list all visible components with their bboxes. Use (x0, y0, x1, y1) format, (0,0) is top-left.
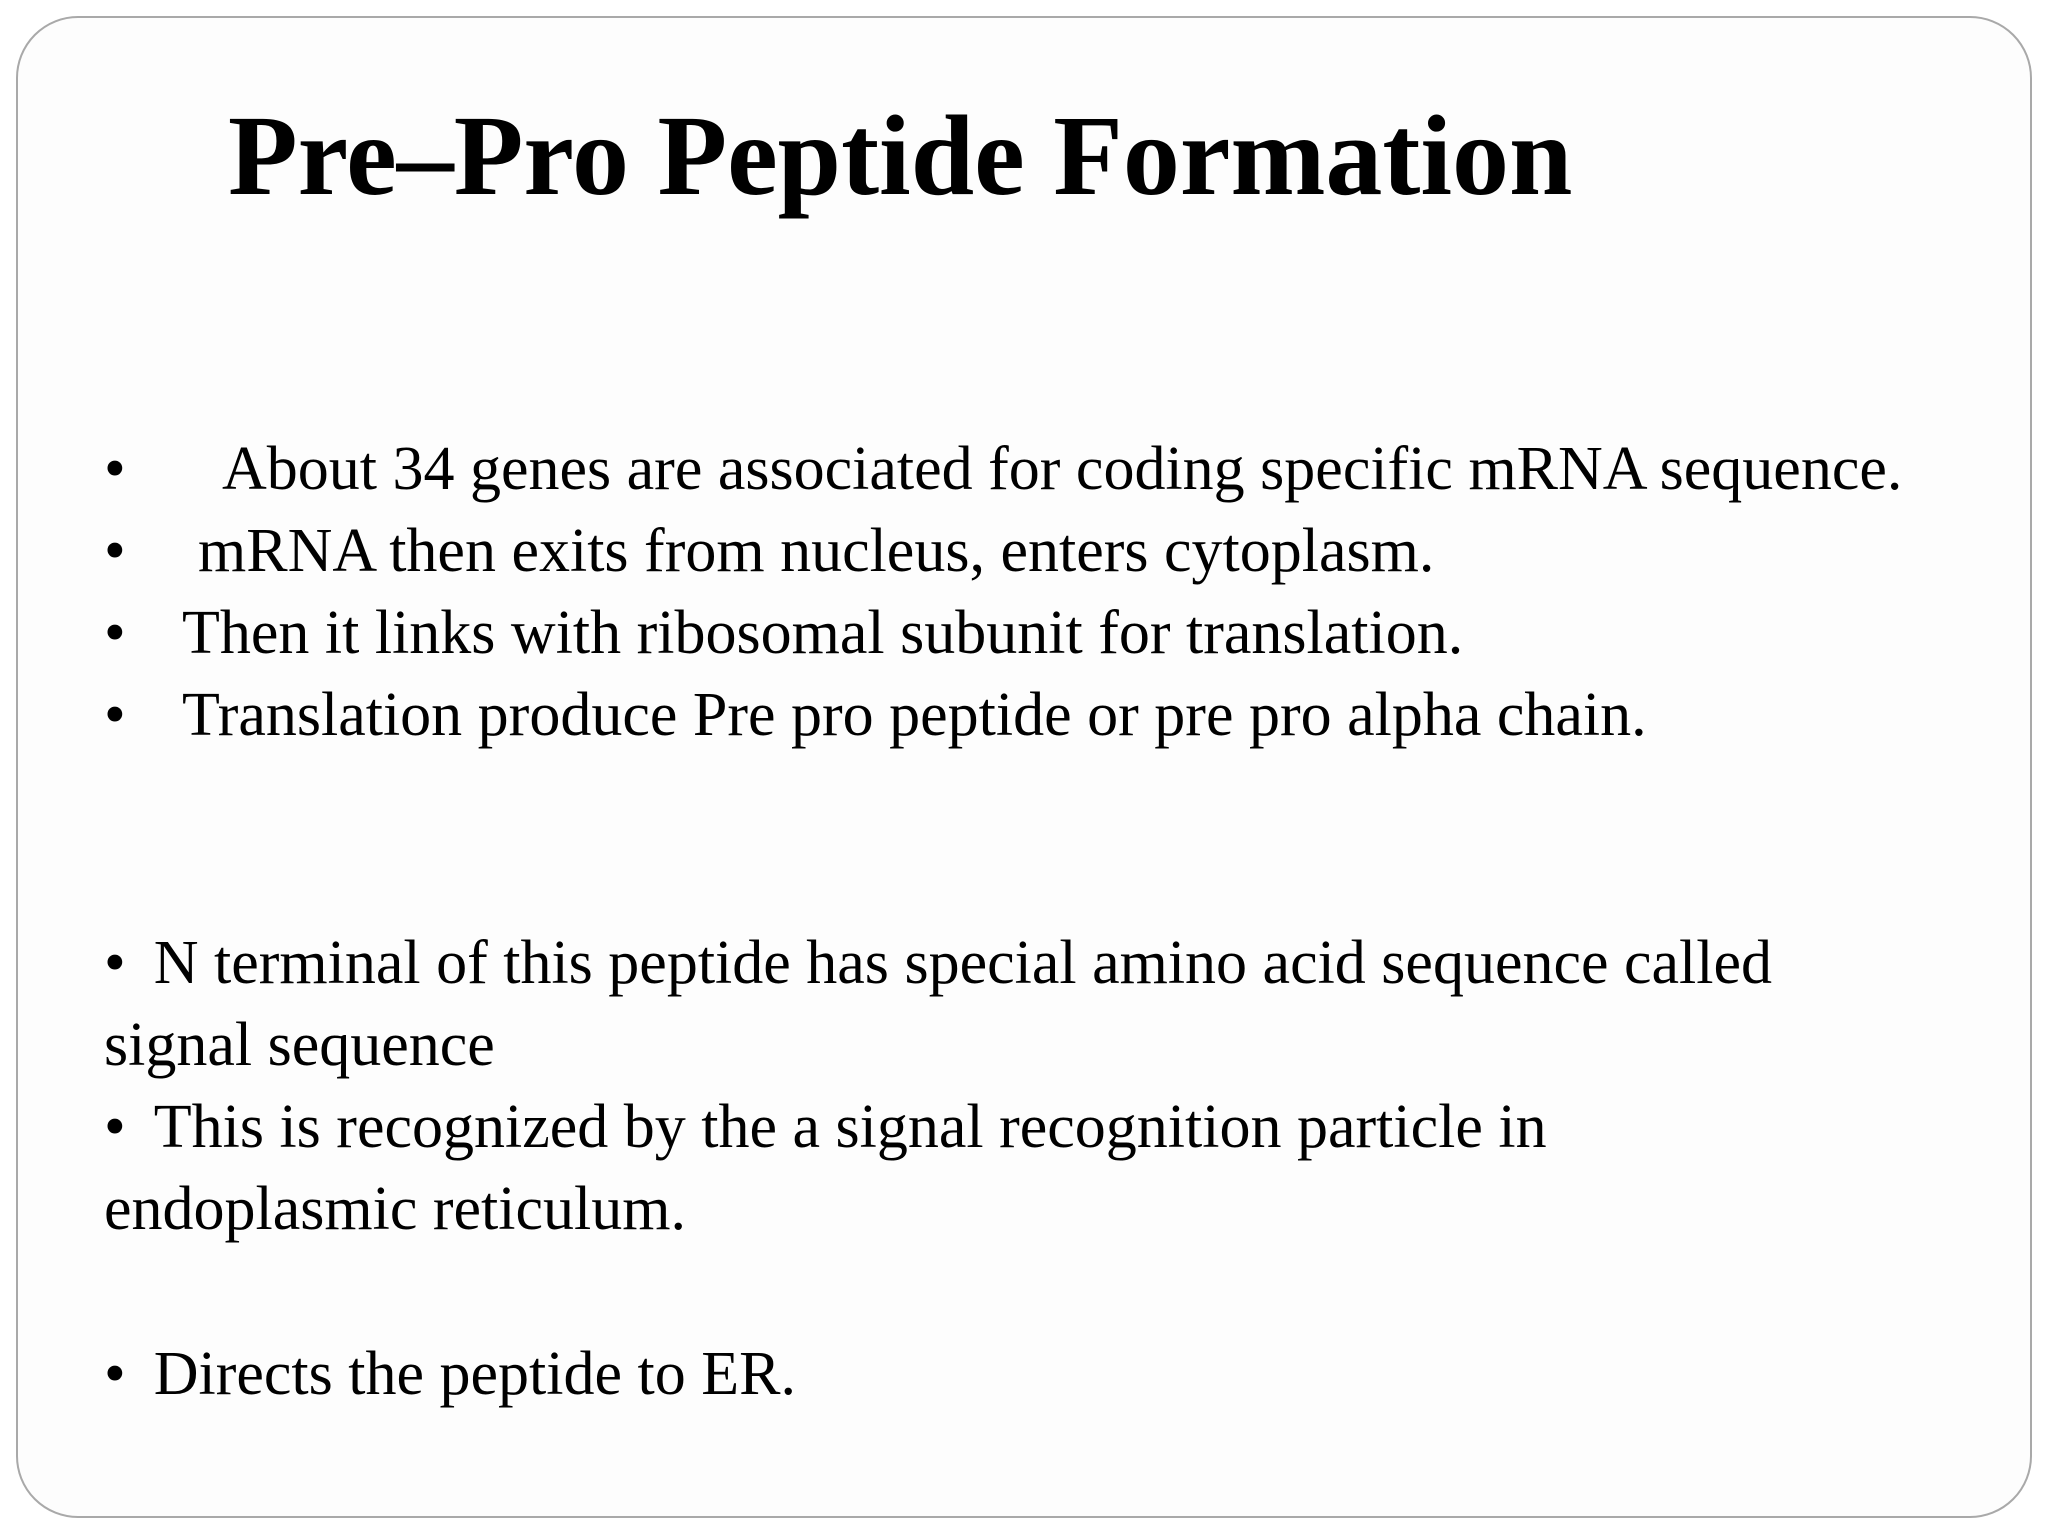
bullet-icon: • (104, 599, 126, 667)
bullet-icon: • (104, 435, 126, 503)
list-item-text: Directs the peptide to ER. (153, 1340, 796, 1408)
list-item-text: Translation produce Pre pro peptide or pre pro alpha chain. (182, 681, 1647, 749)
list-item (104, 674, 1904, 756)
list-item (104, 1086, 1844, 1250)
list-item (104, 922, 1844, 1086)
bullet-icon: • (104, 517, 126, 585)
bullet-list-secondary (104, 922, 1844, 1250)
list-item-text: mRNA then exits from nucleus, enters cytoplasm. (198, 517, 1435, 585)
list-item (104, 428, 1904, 510)
list-item-text: N terminal of this peptide has special amino acid sequence called signal sequence (104, 929, 1773, 1079)
list-item (104, 592, 1904, 674)
bullet-list-tertiary (104, 1333, 1844, 1415)
bullet-icon: • (104, 929, 126, 997)
list-item (104, 510, 1904, 592)
list-item-text: About 34 genes are associated for coding specific mRNA sequence. (222, 435, 1903, 503)
list-item (104, 1333, 1844, 1415)
slide-frame (16, 16, 2032, 1518)
bullet-icon: • (104, 1093, 126, 1161)
slide-title: Pre–Pro Peptide Formation (228, 92, 1573, 219)
bullet-icon: • (104, 1340, 126, 1408)
list-item-text: Then it links with ribosomal subunit for translation. (182, 599, 1464, 667)
list-item-text: This is recognized by the a signal recognition particle in endoplasmic reticulum. (104, 1093, 1547, 1243)
bullet-icon: • (104, 681, 126, 749)
bullet-list-primary (104, 428, 1904, 756)
